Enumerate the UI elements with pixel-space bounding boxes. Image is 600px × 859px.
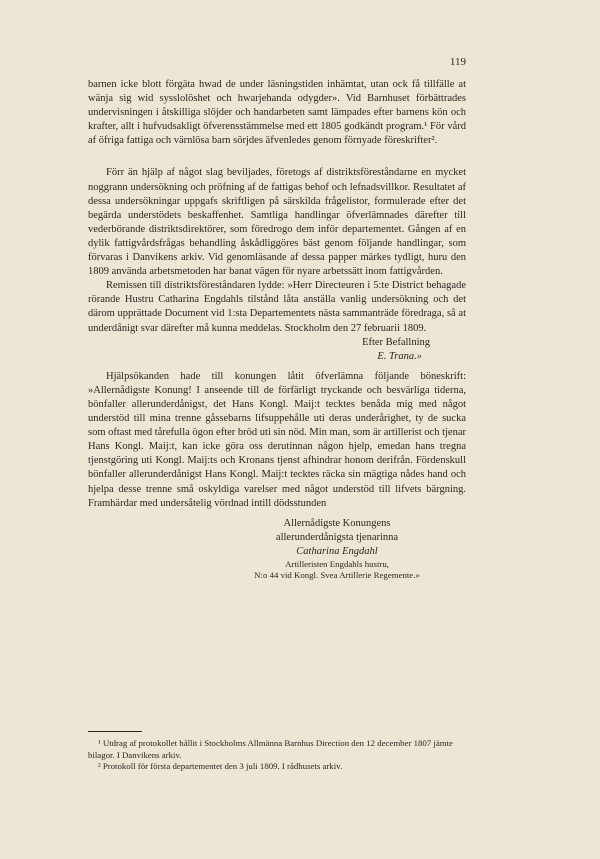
page-number: 119	[449, 56, 466, 68]
paragraph-2: Förr än hjälp af något slag beviljades, företogs af distriktsföreståndarne en mycket noggrann undersökning och pröfning af de fattigas behof och lefnadsvillkor. Resultatet af dessa undersökningar uppgafs skriftligen på särskilda frågelistor, formulerade efter det begärda understödets beskaffenhet. Samtliga handlingar öfverlämnades därefter till vederbörande distriktsdirektörer, som föredrogo dem inför departementet. Gången af en dylik fattigvårdsfrågas behandling åskådliggöres bäst genom följande handlingar, som förvaras i Danvikens arkiv. Vid genomläsande af dessa papper märkes tydligt, huru den 1809 använda arbetsmetoden har banat vägen för nyare arbetssätt inom fattigvården.	[88, 167, 466, 278]
footnotes	[88, 731, 466, 773]
signature-line: Efter Befallning	[362, 336, 430, 348]
closing-line-4: Artilleristen Engdahls hustru,	[285, 559, 389, 569]
signature-name: E. Trana.»	[377, 350, 422, 362]
paragraph-1: barnen icke blott förgäta hwad de under läsningstiden inhämtat, utan ock få tillfälle at wänja sig wid sysslolöshet och hwarjehanda odygder». Vid Barnhuset förbättrades undervisningen i åtskilliga slöjder och handarbeten samt lämpades efter barnens kön och krafter, allt i hufvudsakligt öfverensstämmelse med ett 1805 godkändt program.¹ För vård af öfriga fattiga och värnlösa barn sörjdes äfvenledes genom förnyade föreskrifter².	[88, 79, 466, 147]
footnote-2: ² Protokoll för första departementet den 3 juli 1809. I rådhusets arkiv.	[98, 761, 343, 771]
paragraph-3: Remissen till distriktsföreståndaren lydde: »Herr Directeuren i 5:te District behagade rörande Hustru Catharina Engdahls tilstånd låta anställa vanlig undersökning och det därom upprättade Document vid 1:sta Departementets nästa sammanträde föredraga, så at underdånigt svar därefter må kunna meddelas. Stockholm den 27 februarii 1809.	[88, 280, 466, 334]
main-text	[88, 78, 466, 581]
closing-line-5: N:o 44 vid Kongl. Svea Artillerie Regemente.»	[254, 570, 420, 580]
footnote-rule	[88, 731, 142, 732]
footnote-1: ¹ Utdrag af protokollet hållit i Stockholms Allmänna Barnhus Direction den 12 december 1807 jämte bilagor. I Danvikens arkiv.	[88, 738, 453, 760]
paragraph-4: Hjälpsökanden hade till konungen låtit öfverlämna följande böneskrift: »Allernådigste Konung! I anseende till de förfärligt tryckande och besvärliga tiderna, bönfaller allerunderdånigst, det Hans Kongl. Maij:t tecktes benåda mig med något understöd till mina trenne gåssebarns lifsuppehålle uti deras underårighet, ty de sucka som oftast med tårefulla ögon efter bröd uti sin nöd. Min man, som är artillerist och tjenar Hans Kongl. Maij:t, kan icke göra oss derutinnan någon hjelp, emedan hans tregna tjenstgöring uti Kongl. Maij:ts och Kronans tjenst afhindrar honom derifrån. Fördenskull bönfaller allerunderdånigst Hans Kongl. Maij:t tecktes räcka sin mägtiga nådes hand och hjelpa desse trenne små oskyldiga varelser med något understöd till lifvets bärgning. Framhärdar med undersåtelig vördnad intill dödsstunden	[88, 370, 466, 509]
closing-name: Catharina Engdahl	[296, 545, 378, 557]
closing-block	[208, 517, 466, 581]
closing-line-2: allerunderdånigsta tjenarinna	[275, 531, 399, 543]
closing-line-1: Allernådigste Konungens	[283, 517, 391, 529]
